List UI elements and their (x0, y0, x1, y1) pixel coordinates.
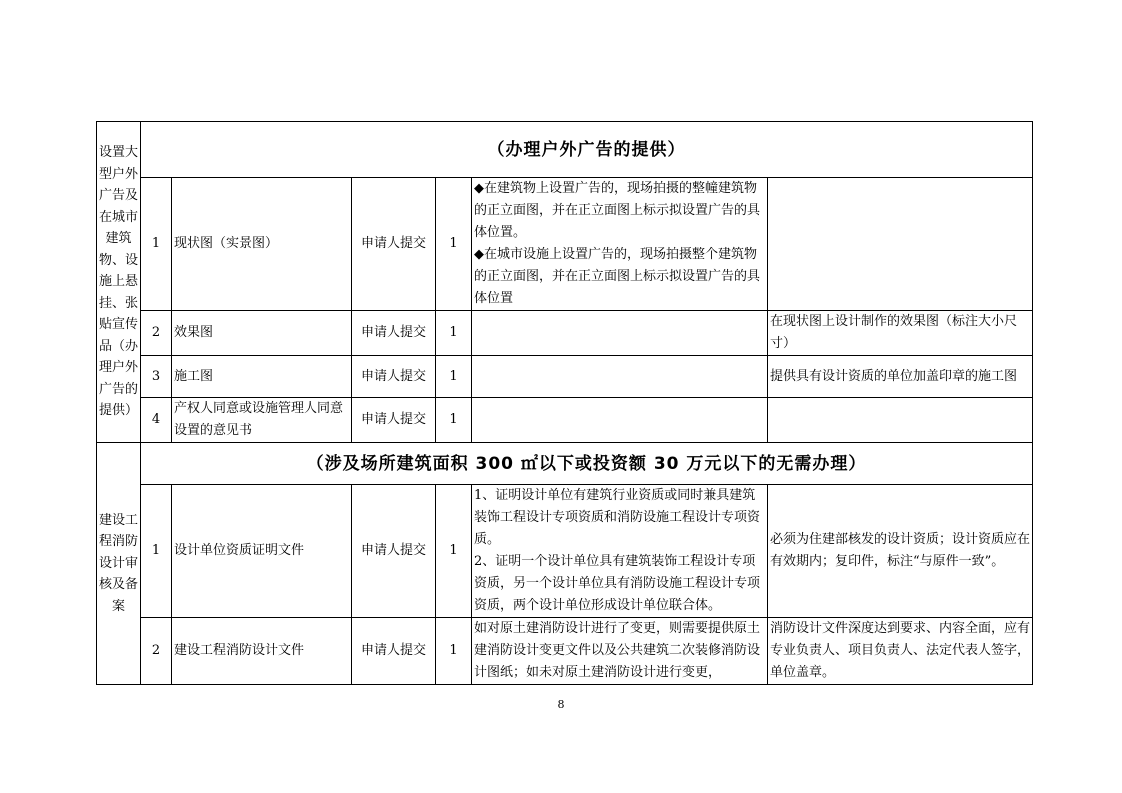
category-outdoor-advertising: 设置大型户外广告及在城市建筑物、设施上悬挂、张贴宣传品（办理户外广告的提供） (97, 122, 141, 443)
copy-count: 1 (436, 485, 472, 618)
page-number: 8 (557, 698, 565, 711)
material-note: 消防设计文件深度达到要求、内容全面，应有专业负责人、项目负责人、法定代表人签字，单位盖章。 (768, 618, 1033, 685)
material-description (472, 485, 768, 618)
description-paragraph: 如对原土建消防设计进行了变更，则需要提供原土建消防设计变更文件以及公共建筑二次装修消防设计图纸；如未对原土建消防设计进行变更， (474, 621, 761, 680)
material-description (472, 398, 768, 443)
material-note (768, 398, 1033, 443)
material-source: 申请人提交 (352, 485, 436, 618)
material-source: 申请人提交 (352, 618, 436, 685)
description-paragraph: 2、证明一个设计单位具有建筑装饰工程设计专项资质，另一个设计单位具有消防设施工程设计专项资质，两个设计单位形成设计单位联合体。 (474, 554, 761, 613)
material-source: 申请人提交 (352, 178, 436, 311)
material-note: 提供具有设计资质的单位加盖印章的施工图 (768, 356, 1033, 398)
material-name: 现状图（实景图） (172, 178, 352, 311)
description-paragraph: 1、证明设计单位有建筑行业资质或同时兼具建筑装饰工程设计专项资质和消防设施工程设计专项资质。 (474, 488, 761, 547)
copy-count: 1 (436, 311, 472, 356)
row-number: 4 (141, 398, 172, 443)
section-header-outdoor-advertising: （办理户外广告的提供） (141, 122, 1033, 178)
material-name: 效果图 (172, 311, 352, 356)
material-source: 申请人提交 (352, 398, 436, 443)
category-fire-protection-design: 建设工程消防设计审核及备案 (97, 443, 141, 685)
material-source: 申请人提交 (352, 311, 436, 356)
copy-count: 1 (436, 178, 472, 311)
material-description (472, 178, 768, 311)
material-description (472, 356, 768, 398)
material-name: 设计单位资质证明文件 (172, 485, 352, 618)
material-description (472, 618, 768, 685)
copy-count: 1 (436, 398, 472, 443)
copy-count: 1 (436, 618, 472, 685)
row-number: 1 (141, 178, 172, 311)
row-number: 3 (141, 356, 172, 398)
material-description (472, 311, 768, 356)
material-name: 施工图 (172, 356, 352, 398)
row-number: 1 (141, 485, 172, 618)
description-paragraph: ◆在城市设施上设置广告的，现场拍摄整个建筑物的正立面图，并在正立面图上标示拟设置广告的具体位置 (474, 247, 761, 306)
material-note: 在现状图上设计制作的效果图（标注大小尺寸） (768, 311, 1033, 356)
material-name: 产权人同意或设施管理人同意设置的意见书 (172, 398, 352, 443)
material-source: 申请人提交 (352, 356, 436, 398)
requirements-table (96, 121, 1033, 685)
material-note (768, 178, 1033, 311)
row-number: 2 (141, 311, 172, 356)
description-paragraph: ◆在建筑物上设置广告的，现场拍摄的整幢建筑物的正立面图，并在正立面图上标示拟设置广告的具体位置。 (474, 181, 761, 240)
material-note: 必须为住建部核发的设计资质；设计资质应在有效期内；复印件，标注“与原件一致”。 (768, 485, 1033, 618)
section-header-fire-protection: （涉及场所建筑面积 300 ㎡以下或投资额 30 万元以下的无需办理） (141, 443, 1033, 485)
row-number: 2 (141, 618, 172, 685)
copy-count: 1 (436, 356, 472, 398)
material-name: 建设工程消防设计文件 (172, 618, 352, 685)
